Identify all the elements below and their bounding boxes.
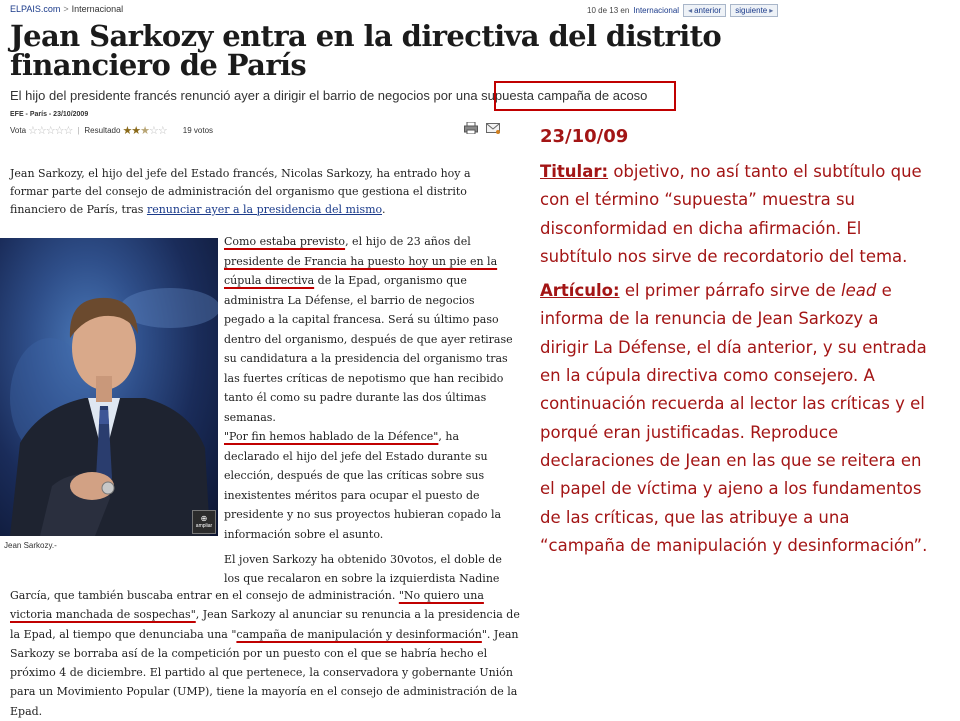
articulo-text: e informa de la renuncia de Jean Sarkozy a dirigir La Défense, el día anterior, y su entrada en la cúpula directiva como consejero. A continuación recuerda al lector las críticas y el porqué eran justificadas. Reproduce declaraciones de Jean en las que se reitera en el papel de víctima y ajeno a los fundamentos de las críticas, que las atribuye a una “campaña de manipulación y desinformación”. bbox=[540, 281, 928, 555]
site-breadcrumb bbox=[10, 4, 123, 14]
site-logo[interactable]: ELPAIS.com bbox=[10, 4, 61, 14]
titular-label: Titular: bbox=[540, 162, 609, 181]
article-paragraph-5 bbox=[10, 586, 520, 721]
underlined-phrase: Como estaba previsto bbox=[224, 235, 346, 248]
article-paragraph-2 bbox=[224, 232, 514, 427]
vote-count: 19 votos bbox=[182, 126, 214, 135]
vote-label: Vota bbox=[10, 126, 27, 135]
titular-text: objetivo, no así tanto el subtítulo que con el término “supuesta” muestra su disconformidad en dicha afirmación. El subtítulo nos sirve de recordatorio del tema. bbox=[540, 162, 922, 266]
breadcrumb-section[interactable]: Internacional bbox=[71, 4, 124, 14]
vote-stars[interactable]: ☆☆☆☆☆ bbox=[28, 125, 73, 137]
p3-text: , ha declarado el hijo del jefe del Estado durante su elección, después de que las críticas sobre sus inexistentes méritos para ocupar el puesto de presidente y no sus proyectos hubieran copado la información sobre el asunto. bbox=[224, 430, 502, 541]
previous-label: anterior bbox=[694, 6, 722, 15]
next-button[interactable] bbox=[730, 4, 778, 17]
zoom-button[interactable] bbox=[192, 510, 216, 534]
p2-text: de la Epad, organismo que administra La Défense, el barrio de negocios pegado a la capital francesa. Será su último paso dentro del organismo, después de que ayer retirase su candidatura a la presidencia del organismo tras las fuertes críticas de nepotismo que han recibido tanto él como su padre durante las dos últimas semanas. bbox=[224, 274, 513, 424]
underlined-phrase: presidente de Francia bbox=[224, 254, 351, 268]
article-paragraph-4: El joven Sarkozy ha obtenido 30votos, el doble de los que recalaron en sobre la izquierdista Nadine bbox=[224, 553, 502, 586]
article-paragraph-1 bbox=[10, 165, 510, 219]
underlined-quote: "Por fin hemos hablado de la Défence" bbox=[224, 430, 439, 443]
note-titular bbox=[540, 158, 932, 271]
p5-text: , Jean Sarkozy al anunciar su renuncia a la presidencia de la Epad, al tiempo que denunciaba una " bbox=[10, 608, 520, 641]
underlined-phrase: ha puesto hoy un pie en la cúpula directiva bbox=[224, 254, 498, 287]
zoom-label: ampliar bbox=[195, 523, 213, 529]
p2-text: , el hijo de 23 años del bbox=[345, 235, 471, 248]
lead-term: lead bbox=[841, 281, 877, 301]
analysis-notes bbox=[540, 124, 932, 566]
zoom-icon: ⊕ bbox=[200, 514, 208, 523]
article-pager bbox=[587, 4, 778, 17]
article-paragraph-3 bbox=[224, 427, 514, 544]
renuncia-link[interactable]: renunciar ayer a la presidencia del mismo bbox=[146, 203, 382, 216]
result-label: Resultado bbox=[84, 126, 121, 135]
articulo-text: el primer párrafo sirve de bbox=[619, 281, 842, 301]
p1-end: . bbox=[381, 203, 386, 216]
note-articulo bbox=[540, 277, 932, 560]
chevron-left-icon: ◂ bbox=[688, 6, 693, 15]
p5-text: ". Jean Sarkozy se borraba así de la competición por un puesto con el que se habría hecho el próximo 4 de diciembre. El partido al que pertenece, la conservadora y gobernante Unión para un Movimiento Popular (UMP), tiene la mayoría en el consejo de administración de la Epad. bbox=[10, 627, 519, 718]
article-headline: Jean Sarkozy entra en la directiva del distrito financiero de París bbox=[10, 19, 722, 82]
rating-divider: | bbox=[77, 126, 80, 135]
pager-position: 10 de 13 en bbox=[587, 6, 630, 15]
p1-text: Jean Sarkozy, el hijo del jefe del Estado francés, Nicolas Sarkozy, ha entrado hoy a formar parte del consejo de administración del organismo que gestiona el distrito financiero de París, tras bbox=[10, 167, 471, 216]
p5-text: García, que también buscaba entrar en el consejo de administración. bbox=[10, 589, 399, 602]
previous-button[interactable] bbox=[683, 4, 726, 17]
article-photo[interactable] bbox=[0, 238, 218, 536]
result-stars: ★★★☆☆ bbox=[122, 125, 167, 137]
underlined-quote: "No quiero una victoria manchada de sospechas" bbox=[10, 589, 484, 622]
articulo-label: Artículo: bbox=[540, 281, 620, 301]
breadcrumb-separator: > bbox=[63, 4, 69, 14]
email-icon[interactable] bbox=[486, 122, 500, 134]
photo-caption: Jean Sarkozy.- bbox=[4, 541, 57, 550]
print-icon[interactable] bbox=[464, 122, 478, 134]
pager-section-link[interactable]: Internacional bbox=[633, 6, 680, 15]
rating-bar bbox=[10, 124, 213, 137]
article-byline: EFE - París - 23/10/2009 bbox=[10, 111, 89, 118]
note-date: 23/10/09 bbox=[540, 126, 629, 147]
article-tools bbox=[464, 122, 500, 134]
highlight-box bbox=[494, 81, 676, 111]
subtitle-text: El hijo del presidente francés renunció ayer a dirigir el barrio de negocios por una bbox=[10, 88, 482, 103]
underlined-quote: campaña de manipulación y desinformación bbox=[236, 627, 482, 641]
person-illustration bbox=[0, 238, 218, 536]
chevron-right-icon: ▸ bbox=[769, 6, 774, 15]
next-label: siguiente bbox=[735, 6, 768, 15]
subtitle-highlight: supuesta campaña de acoso bbox=[481, 88, 648, 103]
